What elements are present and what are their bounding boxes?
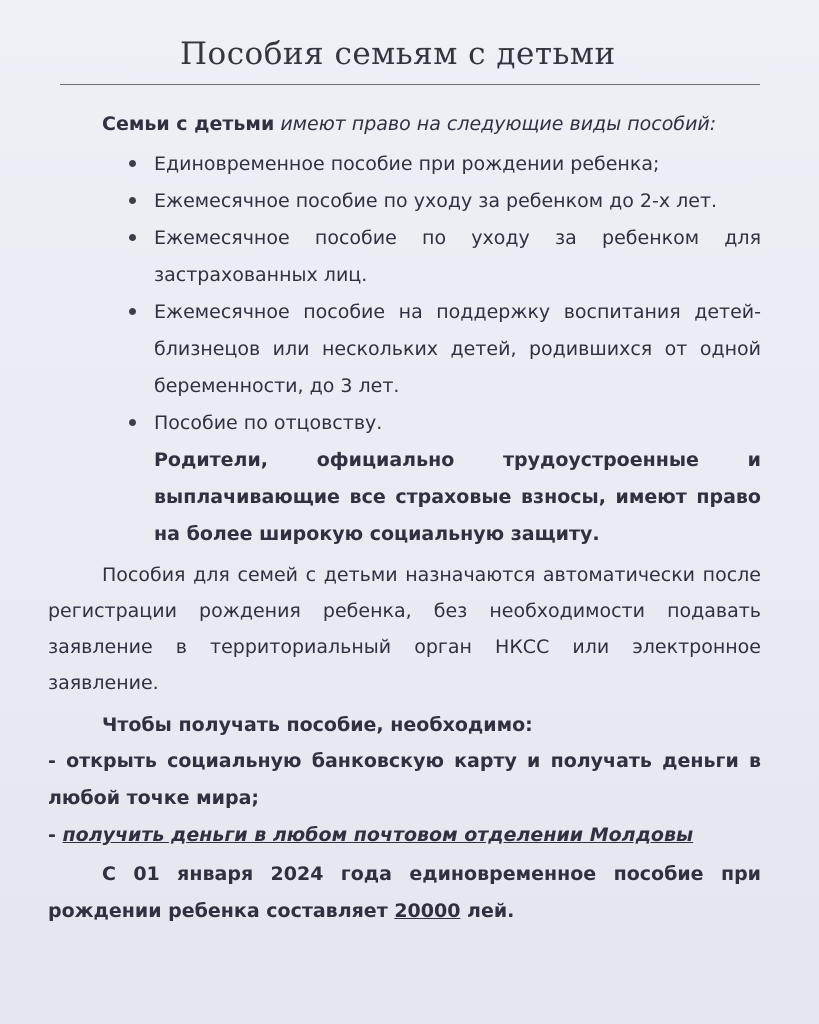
benefit-item: Единовременное пособие при рождении ребенка;	[154, 146, 761, 183]
benefits-list	[48, 146, 761, 442]
insured-parents-note: Родители, официально трудоустроенные и выплачивающие все страховые взносы, имеют право на более широкую социальную защиту.	[154, 449, 761, 545]
option-post-dash: -	[48, 824, 63, 846]
option-bank-card: - открыть социальную банковскую карту и получать деньги в любой точке мира;	[48, 750, 761, 809]
intro-paragraph	[102, 107, 761, 142]
option-post-text: получить деньги в любом почтовом отделении Молдовы	[62, 824, 694, 846]
benefit-item: Ежемесячное пособие по уходу за ребенком до 2-х лет.	[154, 183, 761, 220]
page-title: Пособия семьям с детьми	[180, 36, 616, 72]
benefit-item: Пособие по отцовству.	[154, 405, 761, 442]
option-post-office	[48, 817, 761, 854]
auto-assignment-paragraph: Пособия для семей с детьми назначаются автоматически после регистрации рождения ребенка, без необходимости подавать заявление в территориальный орган НКСС или электронное заявление.	[48, 564, 761, 694]
amount-suffix: лей.	[460, 900, 515, 922]
intro-bold-text: Семьи с детьми	[102, 113, 275, 135]
amount-value: 20000	[394, 900, 461, 922]
benefit-item: Ежемесячное пособие по уходу за ребенком для застрахованных лиц.	[154, 220, 761, 294]
intro-italic-text: имеют право на следующие виды пособий:	[274, 113, 717, 135]
requirements-heading: Чтобы получать пособие, необходимо:	[102, 714, 533, 736]
benefit-item: Ежемесячное пособие на поддержку воспитания детей-близнецов или нескольких детей, родившихся от одной беременности, до 3 лет.	[154, 294, 761, 405]
benefit-amount-paragraph	[48, 856, 761, 930]
amount-prefix: С 01 января 2024 года единовременное пособие при рождении ребенка составляет	[48, 863, 761, 922]
title-divider	[60, 84, 760, 85]
